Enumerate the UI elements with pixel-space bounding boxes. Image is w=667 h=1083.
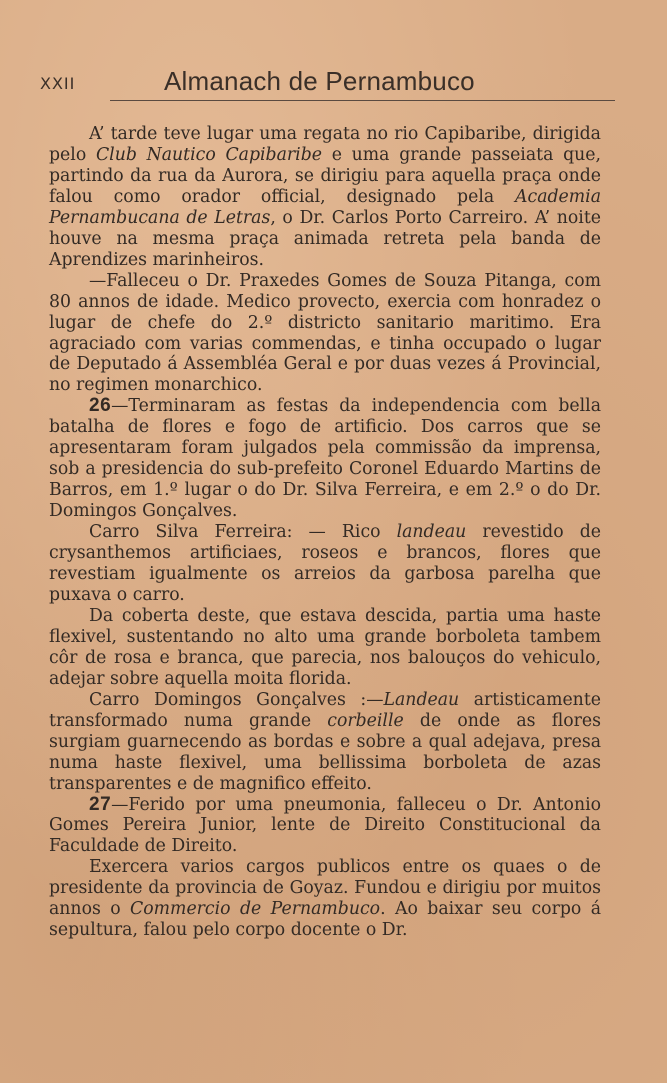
club-name: Club Nautico Capibaribe (95, 144, 322, 165)
paragraph-falleceu-praxedes: —Falleceu o Dr. Praxedes Gomes de Souza Pitanga, com 80 annos de idade. Medico provecto, exercia com honradez o lugar de chefe do 2.º districto sanitario maritimo. Era agraciado com varias commendas, e tinha occupado o lugar de Deputado á Assembléa Geral e por duas vezes á Provincial, no regimen monarchico. (49, 270, 601, 396)
paragraph-coberta: Da coberta deste, que estava descida, partia uma haste flexivel, sustentando no alto uma grande borboleta tambem côr de rosa e branca, que parecia, nos balouços do vehiculo, adejar sobre aquella moita florida. (49, 605, 601, 689)
body-text (49, 124, 601, 941)
academy-name: Academia Pernambucana de Letras (49, 186, 601, 228)
paragraph-exercera: Exercera varios cargos publicos entre os quaes o de presidente da provincia de Goyaz. Fundou e dirigiu por muitos annos o Commercio de Pernambuco. Ao baixar seu corpo á sepultura, falou pelo corpo docente o Dr. (49, 857, 601, 941)
running-title: Almanach de Pernambuco (164, 66, 475, 96)
page-number: XXII (40, 74, 76, 93)
newspaper-name: Commercio de Pernambuco (130, 899, 381, 920)
paragraph-carro-domingos: Carro Domingos Gonçalves :—Landeau artisticamente transformado numa grande corbeille de onde as flores surgiam guarnecendo as bordas e sobre a qual adejava, presa numa haste flexivel, uma bellissima borboleta de azas transparentes e de magnifico effeito. (49, 689, 602, 794)
paragraph-carro-silva: Carro Silva Ferreira: — Rico landeau revestido de crysanthemos artificiaes, roseos e brancos, flores que revestiam igualmente os arreios da garbosa parelha que puxava o carro. (49, 522, 601, 605)
paragraph-dia-26: 26—Terminaram as festas da independencia com bella batalha de flores e fogo de artificio. Dos carros que se apresentaram foram julgados pela commissão da imprensa, sob a presidencia do sub-prefeito Coronel Eduardo Martins de Barros, em 1.º lugar o do Dr. Silva Ferreira, e em 2.º o do Dr. Domingos Gonçalves. (49, 395, 601, 522)
page-header (40, 66, 620, 100)
header-rule (110, 100, 615, 101)
paragraph-regata: A’ tarde teve lugar uma regata no rio Capibaribe, dirigida pelo Club Nautico Capibaribe e uma grande passeiata que, partindo da rua da Aurora, se dirigiu para aquella praça onde falou como orador official, designado pela Academia Pernambucana de Letras, o Dr. Carlos Porto Carreiro. A’ noite houve na mesma praça animada retreta pela banda de Aprendizes marinheiros. (49, 124, 602, 270)
paragraph-dia-27: 27—Ferido por uma pneumonia, falleceu o Dr. Antonio Gomes Pereira Junior, lente de Direito Constitucional da Faculdade de Direito. (49, 793, 601, 857)
day-number: 27 (89, 793, 112, 815)
day-number: 26 (89, 395, 112, 417)
